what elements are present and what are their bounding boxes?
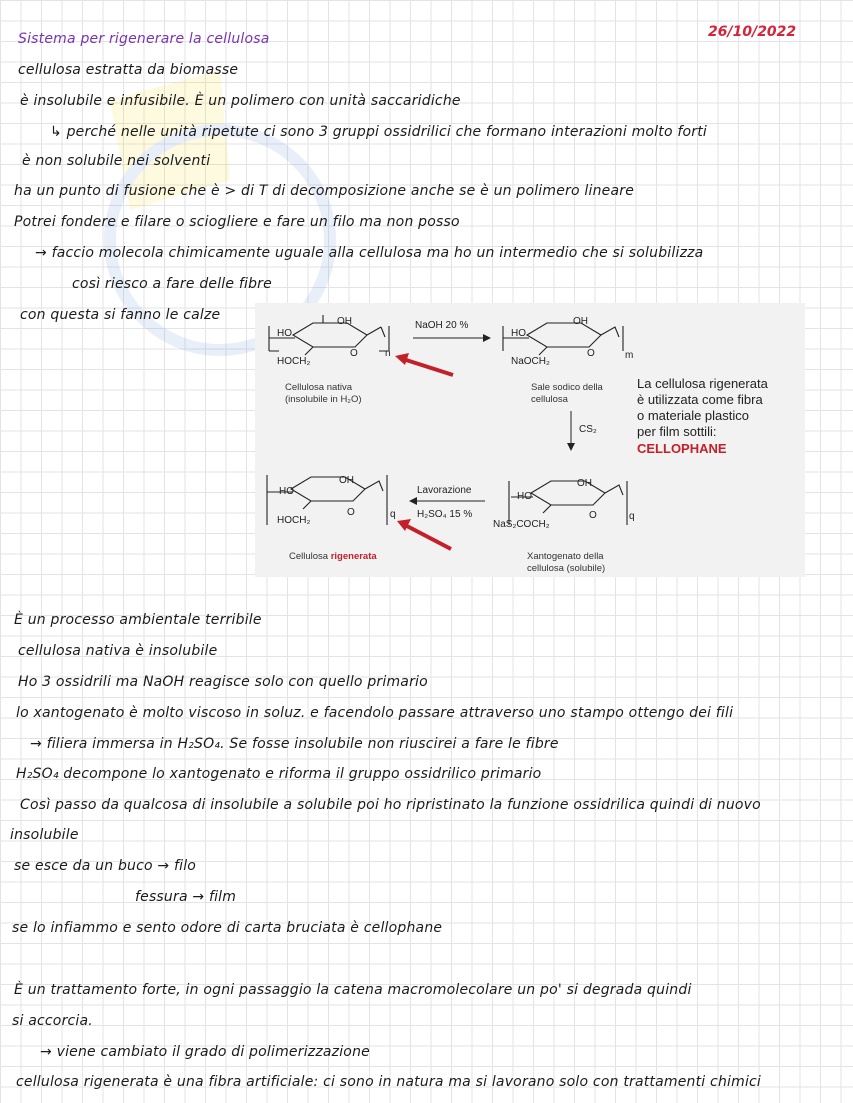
note-line: È un trattamento forte, in ogni passaggio la catena macromolecolare un po' si degrada quindi — [14, 982, 692, 998]
m-label: m — [625, 350, 634, 361]
oh-label-3: OH — [339, 475, 354, 486]
note-line-1: La cellulosa rigenerata — [637, 376, 768, 391]
naoch2-label: NaOCH₂ — [511, 356, 550, 367]
reagent-naoh: NaOH 20 % — [415, 320, 469, 331]
red-arrow-2 — [405, 525, 451, 549]
caption-regenerated — [289, 551, 377, 562]
note-line: ha un punto di fusione che è > di T di decomposizione anche se è un polimero lineare — [14, 183, 635, 199]
note-line: H₂SO₄ decompone lo xantogenato e riforma il gruppo ossidrilico primario — [16, 766, 542, 782]
oh-label: OH — [337, 316, 352, 327]
reagent-cs2: CS₂ — [579, 424, 597, 435]
arrow-head-icon — [567, 443, 575, 451]
o-label-4: O — [589, 510, 597, 521]
note-line: è insolubile e infusibile. È un polimero con unità saccaridiche — [20, 93, 461, 109]
note-line: insolubile — [10, 827, 79, 843]
note-line: così riesco a fare delle fibre — [72, 276, 272, 292]
red-arrow-head-icon — [395, 353, 409, 365]
note-line: è non solubile nei solventi — [22, 153, 211, 169]
caption-xanthate: Xantogenato della — [527, 551, 604, 562]
nas2coch2-label: NaS₂COCH₂ — [493, 519, 550, 530]
reagent-lavorazione: Lavorazione — [417, 485, 472, 496]
oh-label-4: OH — [577, 478, 592, 489]
oh-label-2: OH — [573, 316, 588, 327]
note-line: Così passo da qualcosa di insolubile a solubile poi ho ripristinato la funzione ossidrilica quindi di nuovo — [20, 797, 761, 813]
ho-label-3: HO — [279, 486, 294, 497]
note-line: cellulosa nativa è insolubile — [18, 643, 218, 659]
note-line: Potrei fondere e filare o sciogliere e fare un filo ma non posso — [14, 214, 460, 230]
note-line: se esce da un buco → filo — [14, 858, 197, 874]
date-label: 26/10/2022 — [708, 24, 797, 40]
o-label: O — [350, 348, 358, 359]
o-label-3: O — [347, 507, 355, 518]
q-label-2: q — [629, 511, 635, 522]
cellophane-label: CELLOPHANE — [637, 441, 727, 456]
q-label: q — [390, 509, 396, 520]
reagent-h2so4: H₂SO₄ 15 % — [417, 509, 473, 520]
note-line: ↳ perché nelle unità ripetute ci sono 3 gruppi ossidrilici che formano interazioni molto forti — [50, 124, 708, 140]
note-line: È un processo ambientale terribile — [14, 612, 262, 628]
note-line: → filiera immersa in H₂SO₄. Se fosse insolubile non riuscirei a fare le fibre — [30, 736, 559, 752]
caption-salt-2: cellulosa — [531, 394, 568, 405]
hoch2-label-2: HOCH₂ — [277, 515, 311, 526]
caption-regenerated-2: rigenerata — [330, 551, 377, 562]
ho-label-4: HO — [517, 491, 532, 502]
note-line: Ho 3 ossidrili ma NaOH reagisce solo con quello primario — [18, 674, 428, 690]
note-line: cellulosa rigenerata è una fibra artificiale: ci sono in natura ma si lavorano solo con trattamenti chimici — [16, 1074, 762, 1090]
o-label-2: O — [587, 348, 595, 359]
note-line: se lo infiammo e sento odore di carta bruciata è cellophane — [12, 920, 443, 936]
reaction-scheme-figure — [255, 303, 805, 577]
n-label: n — [385, 348, 391, 359]
note-line: con questa si fanno le calze — [20, 307, 221, 323]
caption-xanthate-2: cellulosa (solubile) — [527, 563, 606, 574]
page-title: Sistema per rigenerare la cellulosa — [18, 31, 270, 47]
note-line: → faccio molecola chimicamente uguale alla cellulosa ma ho un intermedio che si solubilizza — [35, 245, 704, 261]
ho-label: HO — [277, 328, 292, 339]
note-line: cellulosa estratta da biomasse — [18, 62, 239, 78]
caption-salt: Sale sodico della — [531, 382, 603, 393]
red-arrow-1 — [403, 359, 453, 375]
note-line: fessura → film — [135, 889, 237, 905]
note-line-4: per film sottili: — [637, 424, 717, 439]
ho-label-2: HO — [511, 328, 526, 339]
arrow-head-icon — [409, 497, 417, 505]
hoch2-label: HOCH₂ — [277, 356, 311, 367]
caption-native: Cellulosa nativa — [285, 382, 353, 393]
arrow-head-icon — [483, 334, 491, 342]
note-line-2: è utilizzata come fibra — [637, 392, 763, 407]
note-line: lo xantogenato è molto viscoso in soluz. e facendolo passare attraverso uno stampo ottengo dei fili — [16, 705, 734, 721]
note-line-3: o materiale plastico — [637, 408, 749, 423]
note-line: si accorcia. — [12, 1013, 93, 1029]
caption-regenerated-1: Cellulosa — [289, 551, 331, 562]
caption-native-2: (insolubile in H₂O) — [285, 394, 362, 405]
reaction-scheme-diagram — [255, 303, 805, 577]
note-line: → viene cambiato il grado di polimerizzazione — [40, 1044, 370, 1060]
